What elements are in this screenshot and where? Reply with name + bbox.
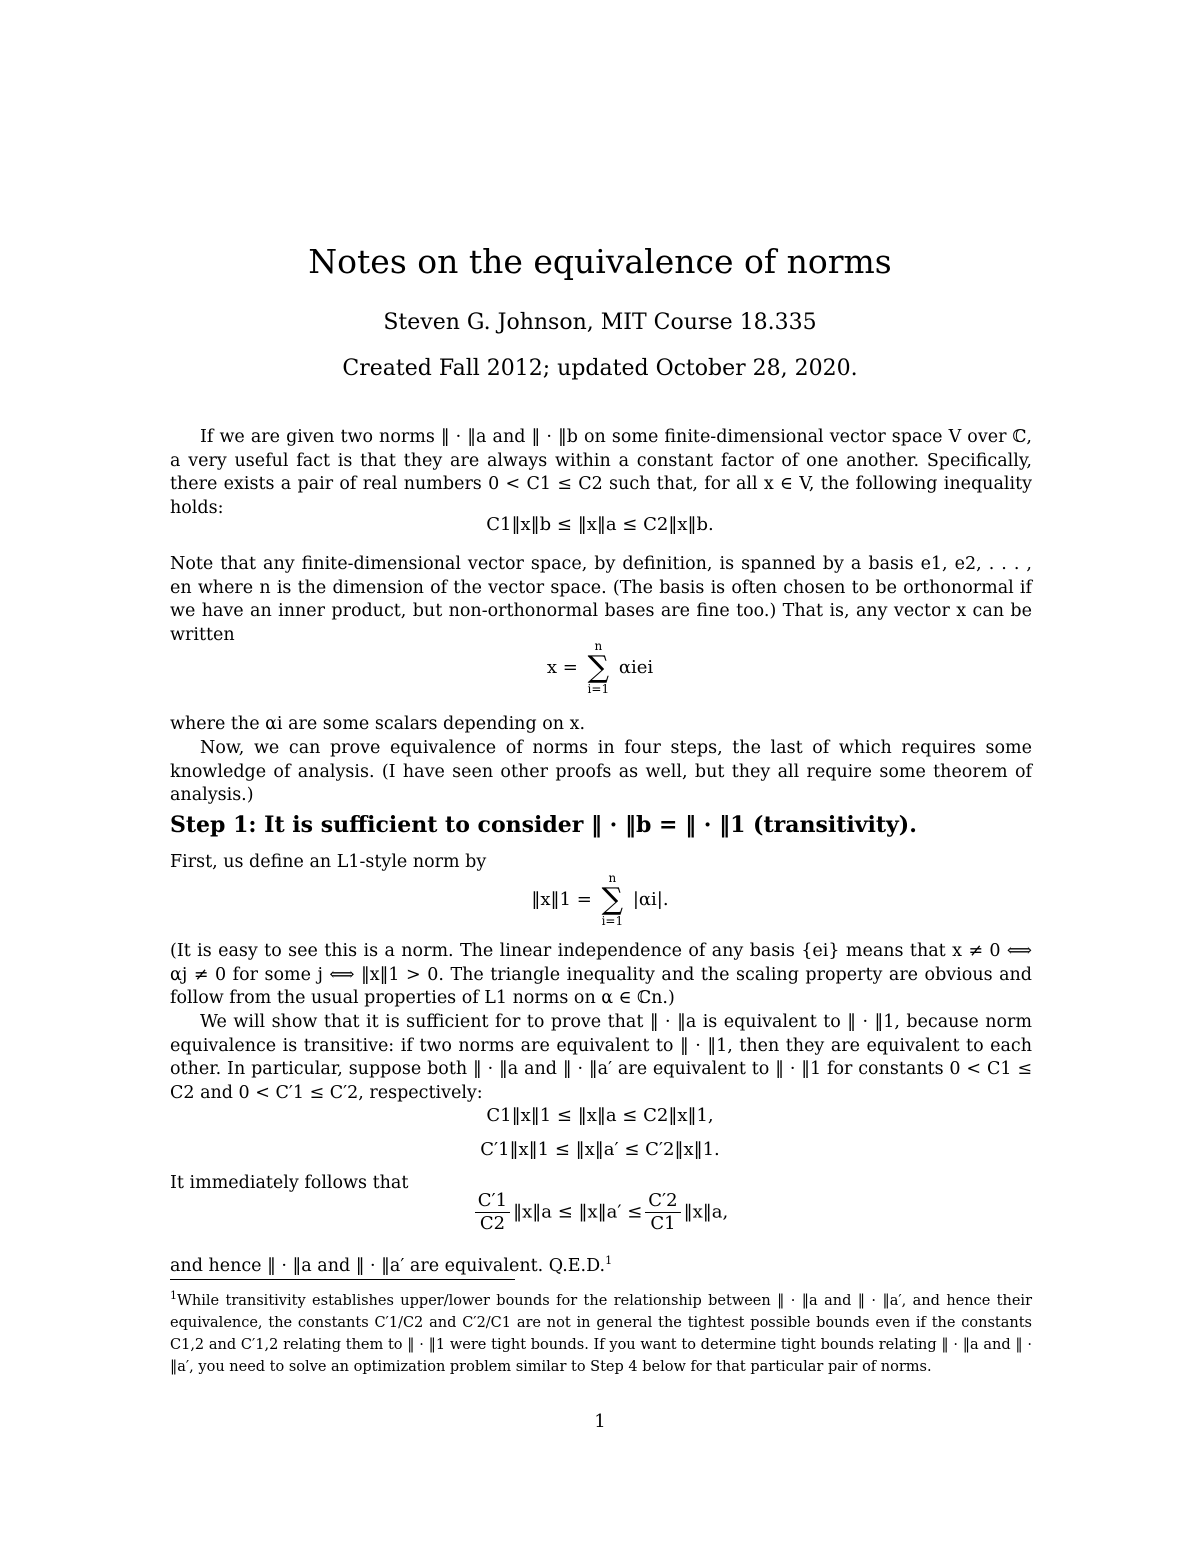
- equation-basis-expansion: [0, 640, 1200, 696]
- summation-symbol: n ∑ i=1: [601, 871, 624, 928]
- sum-upper-limit: n: [594, 639, 603, 653]
- step1-paragraph-2: (It is easy to see this is a norm. The linear independence of any basis {ei} means that x ≠ 0 ⟺ αj ≠ 0 for some j ⟺ ‖x‖1 > 0. The triangle inequality and the scaling property are obvious and follow from the usual properties of L1 norms on α ∈ ℂn.): [170, 941, 1032, 1008]
- footnote-mark: 1: [170, 1289, 177, 1302]
- fraction-lower: $\frac{C'1}{C2}$: [475, 1190, 510, 1235]
- author-line: Steven G. Johnson, MIT Course 18.335: [383, 310, 817, 335]
- paper-title: Notes on the equivalence of norms: [308, 242, 892, 281]
- intro-paragraph-4: Now, we can prove equivalence of norms in four steps, the last of which requires some knowledge of analysis. (I have seen other proofs as well, but they all require some theorem of analysis.): [170, 738, 1032, 805]
- equation-bounds-a: C1‖x‖1 ≤ ‖x‖a ≤ C2‖x‖1,: [486, 1105, 714, 1126]
- step1-paragraph-4: It immediately follows that: [170, 1173, 409, 1193]
- footnote-reference[interactable]: 1: [605, 1254, 613, 1267]
- footnote-text: While transitivity establishes upper/lower bounds for the relationship between ‖ · ‖a and ‖ · ‖a′, and hence their equivalence, the constants C′1/C2 and C′2/C1 are not in general the tightest possible bounds even if the constants C1,2 and C′1,2 relating them to ‖ · ‖1 were tight bounds. If you want to determine tight bounds relating ‖ · ‖a and ‖ · ‖a′, you need to solve an optimization problem similar to Step 4 below for that particular pair of norms.: [170, 1292, 1032, 1375]
- date-line: Created Fall 2012; updated October 28, 2020.: [342, 356, 858, 381]
- section-heading-step-1: Step 1: It is sufficient to consider ‖ · ‖b = ‖ · ‖1 (transitivity).: [170, 812, 917, 838]
- equation-bounds-a-prime: C′1‖x‖1 ≤ ‖x‖a′ ≤ C′2‖x‖1.: [480, 1139, 720, 1160]
- eq2-lhs: x =: [546, 657, 578, 678]
- footnote-1: [170, 1285, 1032, 1378]
- sum-upper-limit: n: [608, 871, 617, 885]
- intro-paragraph-3: where the αi are some scalars depending on x.: [170, 714, 586, 734]
- eq3-rhs: |αi|.: [632, 889, 669, 910]
- eq3-lhs: ‖x‖1 =: [531, 889, 592, 910]
- page-number: 1: [594, 1411, 606, 1432]
- equation-transitivity: [0, 1190, 1200, 1235]
- intro-paragraph-1: If we are given two norms ‖ · ‖a and ‖ · ‖b on some finite-dimensional vector space V over ℂ, a very useful fact is that they are always within a constant factor of one another. Specifically, there exists a pair of real numbers 0 < C1 ≤ C2 such that, for all x ∈ V, the following inequality holds:: [170, 427, 1032, 518]
- summation-symbol: n ∑ i=1: [587, 639, 610, 696]
- sum-lower-limit: i=1: [601, 914, 624, 928]
- fraction-upper: $\frac{C'2}{C1}$: [645, 1190, 680, 1235]
- equation-norm-bounds: C1‖x‖b ≤ ‖x‖a ≤ C2‖x‖b.: [486, 514, 714, 535]
- eq5-middle: ‖x‖a ≤ ‖x‖a′ ≤: [513, 1201, 643, 1223]
- step1-paragraph-5: and hence ‖ · ‖a and ‖ · ‖a′ are equivalent. Q.E.D.$^1$: [170, 1254, 613, 1276]
- footnote-divider: [170, 1279, 515, 1280]
- eq2-rhs: αiei: [618, 657, 654, 678]
- step1-paragraph-3: We will show that it is sufficient for to prove that ‖ · ‖a is equivalent to ‖ · ‖1, because norm equivalence is transitive: if two norms are equivalent to ‖ · ‖1, then they are equivalent to each other. In particular, suppose both ‖ · ‖a and ‖ · ‖a′ are equivalent to ‖ · ‖1 for constants 0 < C1 ≤ C2 and 0 < C′1 ≤ C′2, respectively:: [170, 1012, 1032, 1103]
- equation-l1-norm: [0, 872, 1200, 928]
- intro-paragraph-2: Note that any finite-dimensional vector space, by definition, is spanned by a basis e1, e2, . . . , en where n is the dimension of the vector space. (The basis is often chosen to be orthonormal if we have an inner product, but non-orthonormal bases are fine too.) That is, any vector x can be written: [170, 554, 1032, 645]
- sum-lower-limit: i=1: [587, 682, 610, 696]
- step1-paragraph-1: First, us define an L1-style norm by: [170, 852, 487, 872]
- eq5-end: ‖x‖a,: [683, 1201, 729, 1223]
